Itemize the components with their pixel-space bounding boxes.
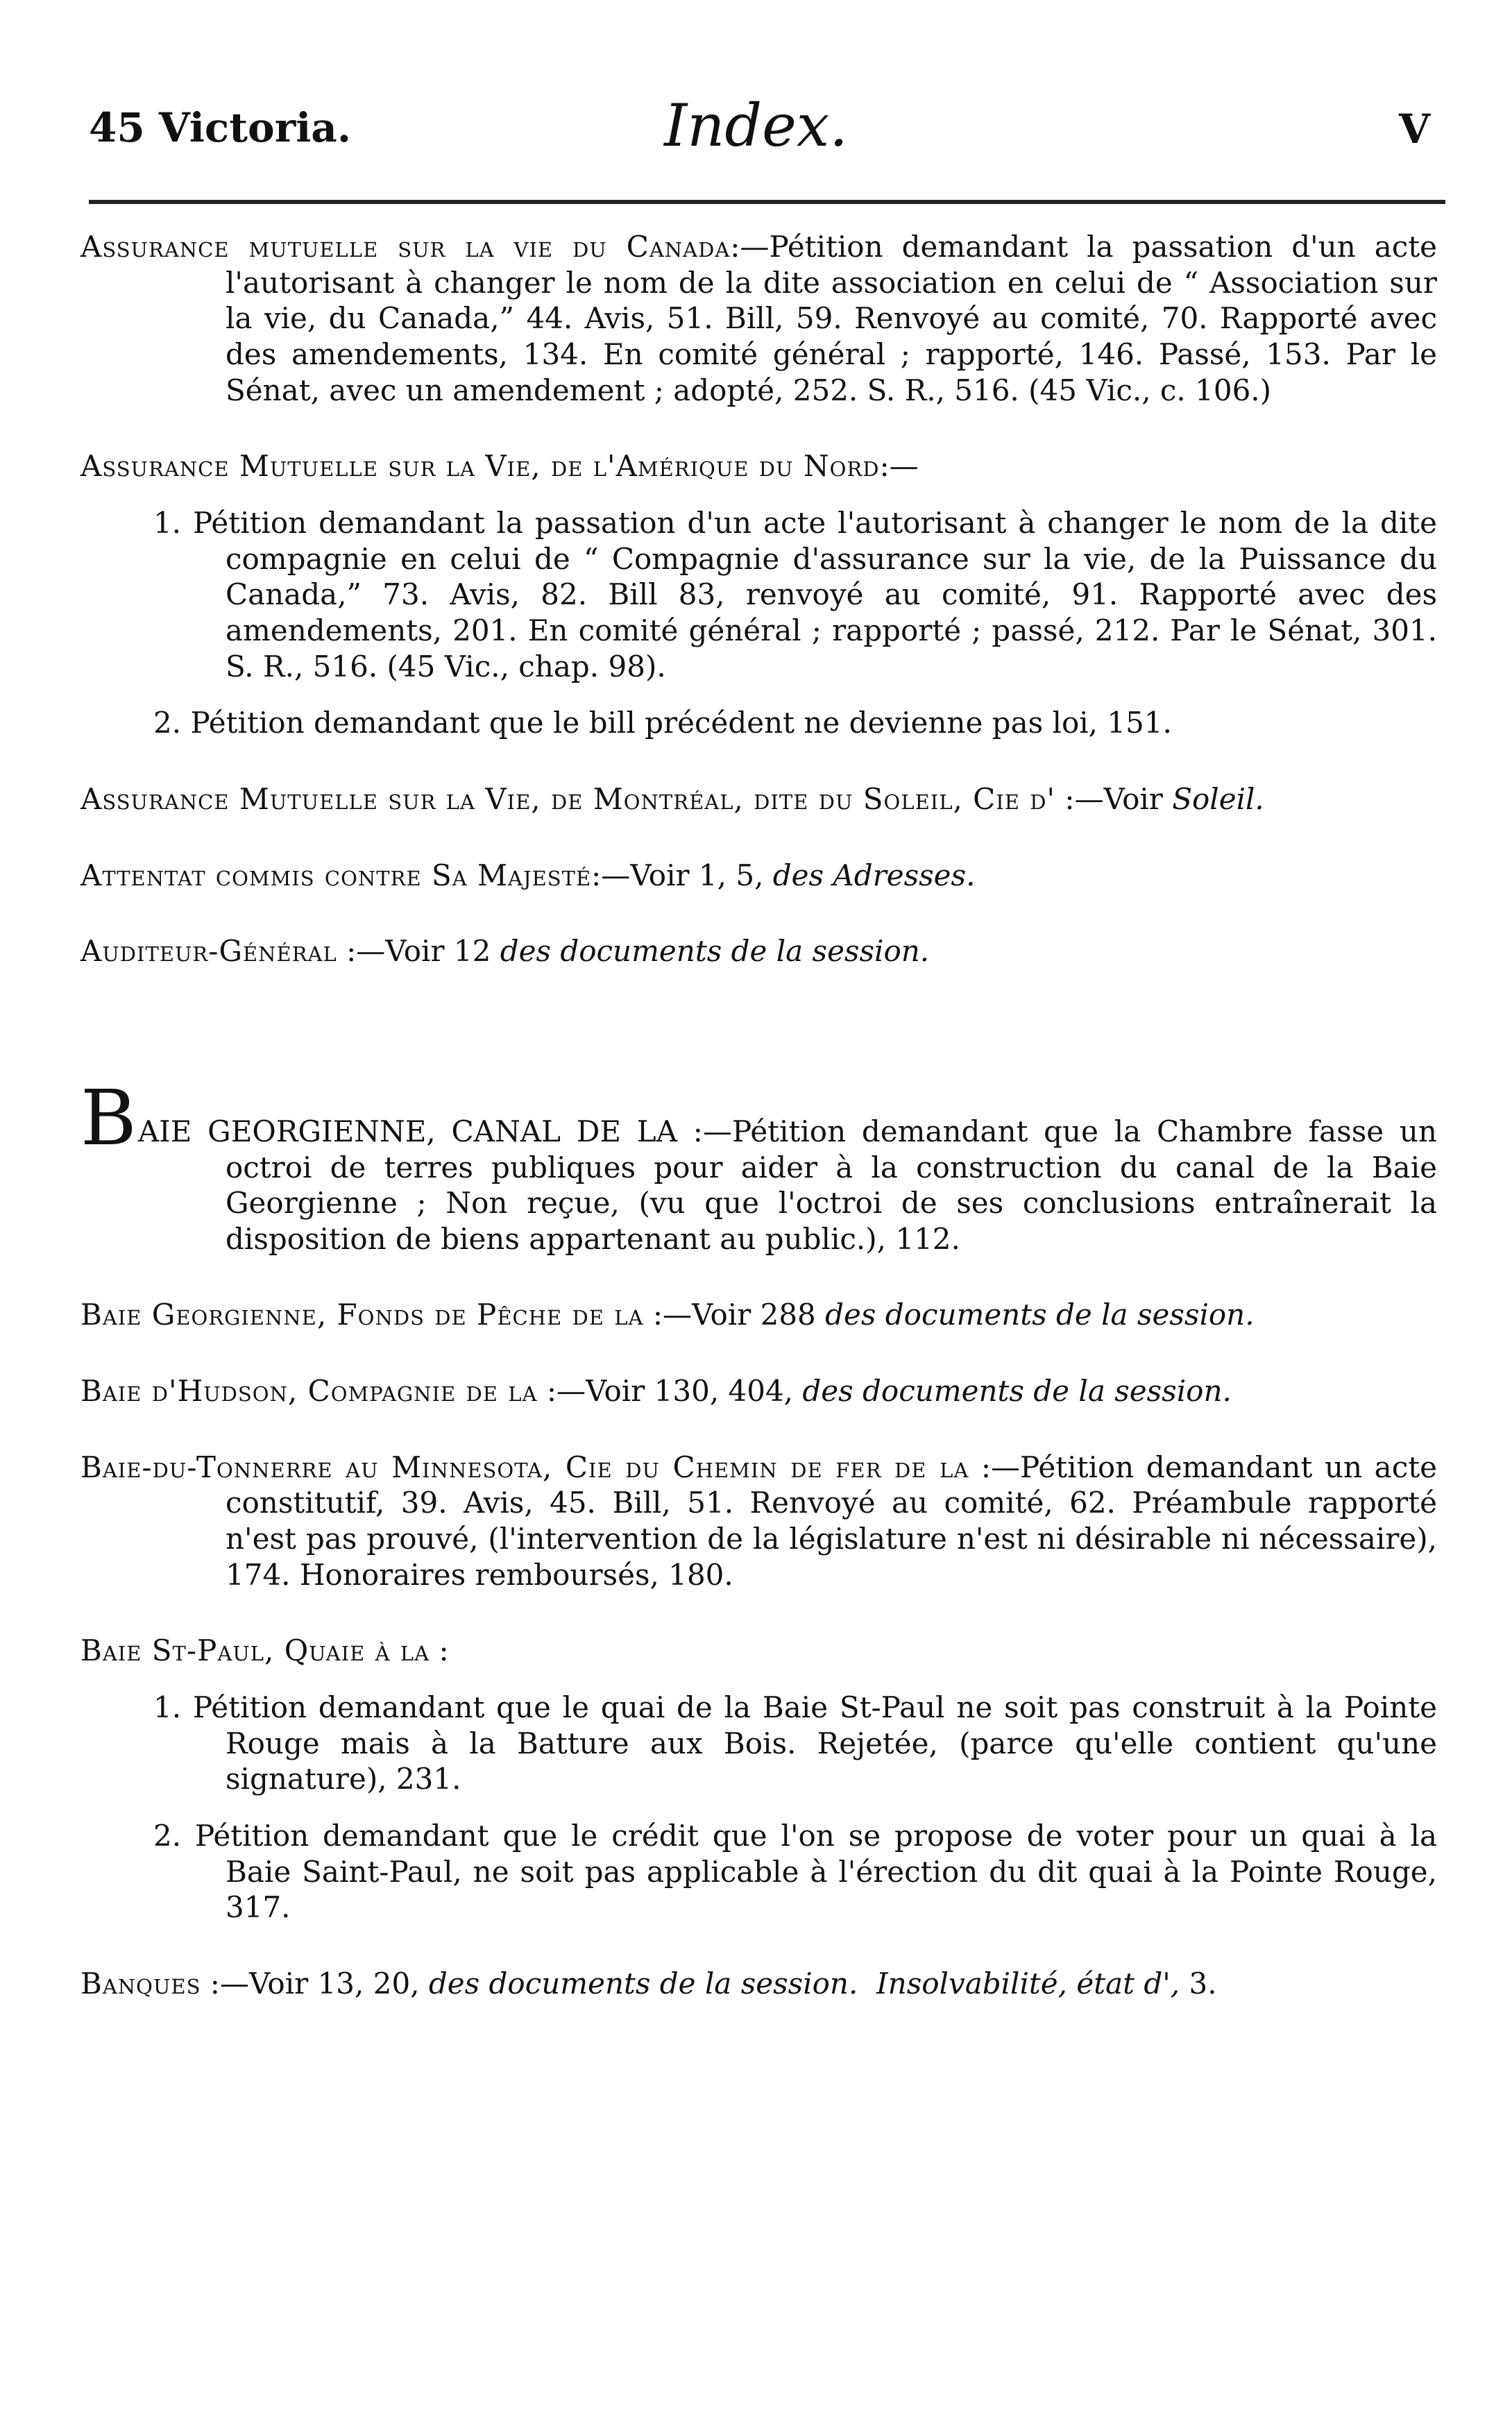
entry-title: Assurance mutuelle sur la vie du Canada — [80, 230, 731, 264]
entry-reference: des documents de la session. — [500, 934, 930, 969]
entry-title: Banques — [80, 1966, 201, 2000]
subitem-text: Pétition demandant la passation d'un acte l'autorisant à changer le nom de la dite compagnie en celui de “ Compagnie d'assurance sur la vie, de la Puissance du Canada,” 73. Avis, 82. Bill 83, renvoyé au comité, 91. Rapporté avec des amendements, 201. En comité général ; rapporté ; passé, 212. Par le Sénat, 301. S. R., 516. (45 Vic., chap. 98). — [193, 505, 1437, 683]
header-double-rule — [89, 200, 1445, 204]
entry-separator: :— — [643, 1298, 692, 1332]
entry-title: Baie St-Paul, Quaie à la — [80, 1633, 430, 1668]
entry-subitem — [80, 1818, 1437, 1926]
header-title: Index. — [664, 92, 848, 160]
entry-subitem — [80, 1690, 1437, 1797]
subitem-text: Pétition demandant que le bill précédent ne devienne pas loi, 151. — [190, 706, 1172, 740]
entry-title: Assurance Mutuelle sur la Vie, de l'Amérique du Nord — [80, 449, 880, 484]
index-entry — [80, 858, 1437, 894]
entry-text: Voir 13, 20, — [248, 1966, 429, 2000]
entry-separator: :— — [879, 449, 919, 484]
entry-separator: : — [430, 1633, 449, 1668]
section-letter-dropcap: B — [80, 1073, 137, 1162]
entry-text: Pétition demandant un acte constitutif, 39. Avis, 45. Bill, 51. Renvoyé au comité, 62. Préambule rapporté n'est pas prouvé, (l'intervention de la législature n'est ni désirable ni nécessaire), 174. Honoraires remboursés, 180. — [226, 1450, 1437, 1592]
header-volume: 45 Victoria. — [89, 104, 352, 151]
subitem-number: 2. — [153, 1819, 182, 1853]
entry-text: Pétition demandant la passation d'un acte l'autorisant à changer le nom de la dite association en celui de “ Association sur la vie, du Canada,” 44. Avis, 51. Bill, 59. Renvoyé au comité, 70. Rapporté avec des amendements, 134. En comité général ; rapporté, 146. Passé, 153. Par le Sénat, avec un amendement ; adopté, 252. S. R., 516. (45 Vic., c. 106.) — [226, 230, 1438, 407]
entry-text: Voir 1, 5, — [630, 858, 773, 892]
index-entry — [80, 448, 1437, 741]
entry-separator: :— — [201, 1966, 249, 2000]
entry-title: Baie-du-Tonnerre au Minnesota, Cie du Chemin de fer de la — [80, 1450, 969, 1484]
entry-text: Voir 130, 404, — [586, 1374, 803, 1409]
subitem-text: Pétition demandant que le crédit que l'on se propose de voter pour un quai à la Baie Saint-Paul, ne soit pas applicable à l'érection du dit quai à la Pointe Rouge, 317. — [194, 1819, 1437, 1925]
index-entry — [80, 1073, 1437, 1257]
index-entry — [80, 933, 1437, 969]
index-entry — [80, 1633, 1437, 1926]
header-page-number: V — [1398, 105, 1430, 153]
entry-separator: :— — [591, 858, 631, 892]
entry-reference: Soleil. — [1172, 781, 1264, 816]
entry-title: Attentat commis contre Sa Majesté — [80, 858, 592, 892]
index-entry — [80, 1966, 1437, 2002]
entry-title: Baie d'Hudson, Compagnie de la — [80, 1374, 538, 1409]
entry-text-spacer — [858, 1966, 876, 2000]
entry-subitem — [80, 705, 1437, 741]
entry-text: Pétition demandant que la Chambre fasse un octroi de terres publiques pour aider à la construction du canal de la Baie Georgienne ; Non reçue, (vu que l'octroi de ses conclusions entraînerait la disposition de biens appartenant au public.), 112. — [226, 1114, 1437, 1256]
running-header — [78, 92, 1434, 168]
subitem-number: 1. — [153, 1690, 182, 1725]
entry-title: Auditeur-Général — [80, 934, 337, 969]
index-entry — [80, 229, 1437, 408]
entry-reference: des documents de la session. — [825, 1298, 1255, 1332]
entry-heading — [80, 1633, 1437, 1669]
entry-subitem — [80, 505, 1437, 684]
index-entry — [80, 1373, 1437, 1409]
subitem-number: 2. — [153, 706, 182, 740]
entry-text: 3. — [1180, 1966, 1217, 2000]
subitem-text: Pétition demandant que le quai de la Baie St-Paul ne soit pas construit à la Pointe Rouge mais à la Batture aux Bois. Rejetée, (parce qu'elle contient qu'une signature), 231. — [192, 1690, 1437, 1796]
entry-title: AIE GEORGIENNE, CANAL DE LA — [137, 1114, 678, 1148]
index-entry — [80, 1297, 1437, 1333]
entry-separator: :— — [730, 230, 770, 264]
entry-reference: Insolvabilité, état d', — [876, 1966, 1180, 2000]
entry-text: Voir 288 — [691, 1298, 826, 1332]
entry-separator: :— — [537, 1374, 586, 1409]
entry-text: Voir — [1103, 781, 1173, 816]
entry-title: Baie Georgienne, Fonds de Pêche de la — [80, 1298, 644, 1332]
entry-reference: des documents de la session. — [802, 1374, 1232, 1409]
entry-reference: des documents de la session. — [428, 1966, 858, 2000]
entry-separator: :— — [337, 934, 386, 969]
entry-separator: :— — [1055, 781, 1104, 816]
entry-heading — [80, 448, 1437, 484]
entry-reference: des Adresses. — [772, 858, 976, 892]
subitem-number: 1. — [153, 505, 182, 540]
entry-title: Assurance Mutuelle sur la Vie, de Montréal, dite du Soleil, Cie d' — [80, 781, 1056, 816]
index-entry — [80, 1450, 1437, 1593]
entry-separator: :— — [969, 1450, 1021, 1484]
entry-text: Voir 12 — [385, 934, 500, 969]
index-entry — [80, 781, 1437, 817]
index-entries — [80, 229, 1437, 2042]
entry-separator: :— — [677, 1114, 732, 1148]
